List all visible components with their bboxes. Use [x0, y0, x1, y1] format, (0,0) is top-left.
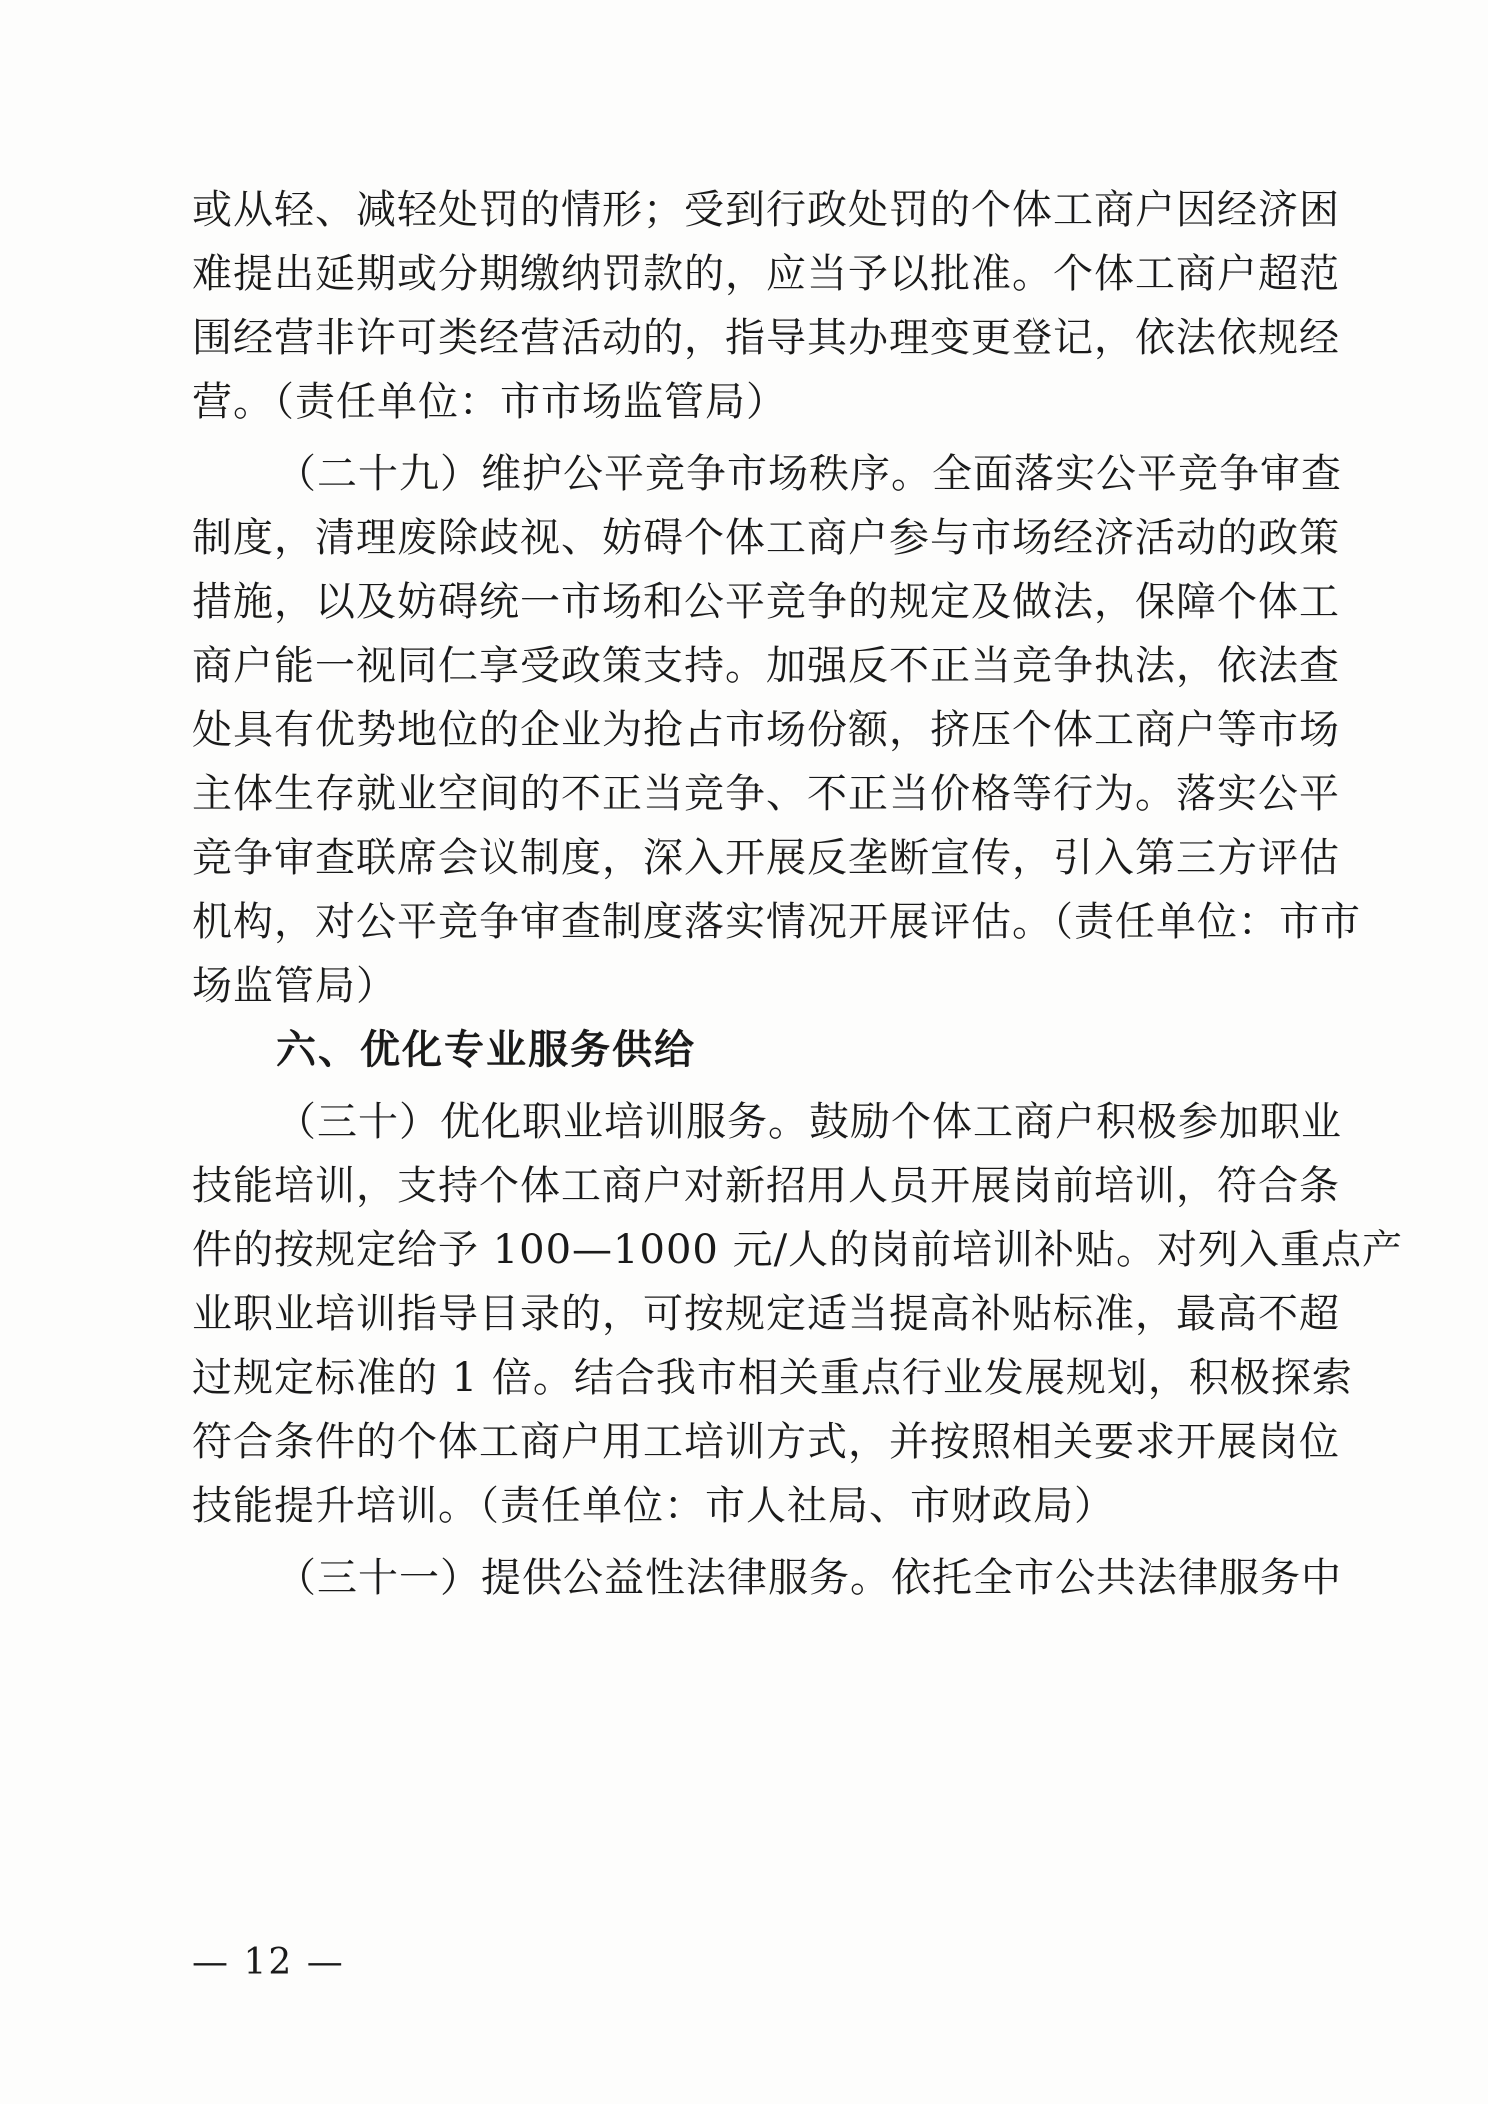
text-line: 措施，以及妨碍统一市场和公平竞争的规定及做法，保障个体工: [192, 579, 1340, 625]
text-line: 件的按规定给予 100—1000 元/人的岗前培训补贴。对列入重点产: [192, 1227, 1404, 1273]
text-line: 围经营非许可类经营活动的，指导其办理变更登记，依法依规经: [192, 315, 1340, 361]
text-line: 符合条件的个体工商户用工培训方式，并按照相关要求开展岗位: [192, 1419, 1340, 1465]
text-line: 业职业培训指导目录的，可按规定适当提高补贴标准，最高不超: [192, 1291, 1340, 1337]
page-number: — 12 —: [192, 1942, 345, 1983]
text-line: 过规定标准的 1 倍。结合我市相关重点行业发展规划，积极探索: [192, 1355, 1353, 1401]
text-line: 商户能一视同仁享受政策支持。加强反不正当竞争执法，依法查: [192, 643, 1340, 689]
text-line: 难提出延期或分期缴纳罚款的，应当予以批准。个体工商户超范: [192, 251, 1340, 297]
paragraph-first-line: （三十一）提供公益性法律服务。依托全市公共法律服务中: [276, 1555, 1342, 1601]
text-line: 场监管局）: [192, 963, 397, 1009]
paragraph-first-line: （三十）优化职业培训服务。鼓励个体工商户积极参加职业: [276, 1099, 1342, 1145]
text-line: 制度，清理废除歧视、妨碍个体工商户参与市场经济活动的政策: [192, 515, 1340, 561]
text-line: 竞争审查联席会议制度，深入开展反垄断宣传，引入第三方评估: [192, 835, 1340, 881]
text-line: 或从轻、减轻处罚的情形；受到行政处罚的个体工商户因经济困: [192, 187, 1340, 233]
paragraph-first-line: （二十九）维护公平竞争市场秩序。全面落实公平竞争审查: [276, 451, 1342, 497]
text-line: 技能提升培训。（责任单位：市人社局、市财政局）: [192, 1483, 1115, 1529]
text-line: 处具有优势地位的企业为抢占市场份额，挤压个体工商户等市场: [192, 707, 1340, 753]
text-line: 机构，对公平竞争审查制度落实情况开展评估。（责任单位：市市: [192, 899, 1361, 945]
text-line: 营。（责任单位：市市场监管局）: [192, 379, 787, 425]
text-line: 主体生存就业空间的不正当竞争、不正当价格等行为。落实公平: [192, 771, 1340, 817]
text-line: 技能培训，支持个体工商户对新招用人员开展岗前培训，符合条: [192, 1163, 1340, 1209]
section-heading: 六、优化专业服务供给: [276, 1027, 696, 1073]
